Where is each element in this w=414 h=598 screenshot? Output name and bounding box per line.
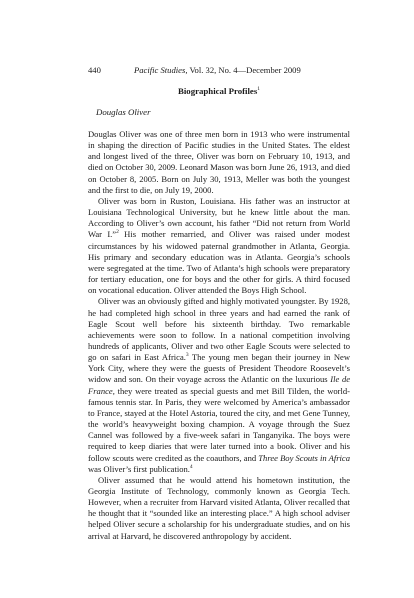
section-title — [88, 85, 350, 97]
footnote-ref-4: 4 — [189, 463, 193, 470]
paragraph-1-text: Douglas Oliver was one of three men born in 1913 who were instrumental in shaping the direction of Pacific studies in the United States. The eldest and longest lived of the three, Oliver was born on February 10, 1913, and died on October 30, 2009. Leonard Mason was born June 26, 1913, and died on October 8, 2005. Born on July 30, 1913, Meller was both the youngest and the first to die, on July 19, 2000. — [88, 129, 350, 195]
journal-title: Pacific Studies — [134, 65, 186, 75]
article-body — [88, 129, 350, 542]
paragraph-2-text-b: His mother remarried, and Oliver was raised under modest circumstances by his widowed paternal grandmother in Atlanta, Georgia. His primary and secondary education was in Atlanta. Georgia’s schools were segregated at the time. Two of Atlanta’s high schools were preparatory for tertiary education, one for boys and the other for girls. A third focused on vocational education. Oliver attended the Boys High School. — [88, 229, 350, 296]
footnote-ref-2: 2 — [116, 229, 119, 236]
profile-subhead: Douglas Oliver — [96, 107, 151, 117]
section-title-text: Biographical Profiles — [178, 86, 258, 96]
paragraph-3-text-c: , they were treated as special guests and met Bill Tilden, the world-famous tennis star. In Paris, they were welcomed by America’s ambassador to France, stayed at the Hotel Astoria, toured the city, and met Gene Tunney, the world’s heavyweight boxing champion. A voyage through the Suez Cannel was followed by a five-week safari in Tanganyika. The boys were required to keep diaries that were later turned into a book. Oliver and his follow scouts were credited as the coauthors, and — [88, 385, 350, 463]
journal-issue: , Vol. 32, No. 4—December 2009 — [185, 65, 301, 75]
section-title-footnote-ref: 1 — [257, 86, 260, 93]
journal-citation — [134, 64, 301, 76]
paragraph-3-text-a: Oliver was an obviously gifted and highly motivated youngster. By 1928, he had completed high school in three years and had earned the rank of Eagle Scout well before his sixteenth birthday. Two remarkable achievements were soon to follow. In a national competition involving hundreds of applicants, Oliver and two other Eagle Scouts were selected to go on safari in East Africa. — [88, 296, 350, 363]
footnote-ref-3: 3 — [185, 352, 189, 359]
paragraph-2 — [88, 196, 350, 296]
paragraph-3-text-d: was Oliver’s first publication. — [88, 463, 190, 474]
paragraph-1 — [88, 129, 350, 196]
page-number: 440 — [88, 65, 101, 75]
paragraph-4-text: Oliver assumed that he would attend his hometown institution, the Georgia Institute of Technology, commonly known as Georgia Tech. However, when a recruiter from Harvard visited Atlanta, Oliver recalled that he thought that it “sounded like an interesting place.” A high school adviser helped Oliver secure a scholarship for his undergraduate studies, and on his arrival at Harvard, he discovered anthropology by accident. — [88, 474, 350, 541]
paragraph-3 — [88, 296, 350, 475]
paragraph-3-text-b: The young men began their journey in New York City, where they were the guests of President Theodore Roosevelt’s widow and son. On their voyage across the Atlantic on the luxurious — [88, 352, 350, 385]
paragraph-2-text-a: Oliver was born in Ruston, Louisiana. His father was an instructor at Louisiana Technological University, but he knew little about the man. According to Oliver’s own account, his father “Did not return from World War I.” — [88, 195, 350, 240]
paragraph-4 — [88, 475, 350, 542]
ship-name: Ile de France — [88, 374, 351, 396]
book-title: Three Boy Scouts in Africa — [258, 452, 350, 463]
